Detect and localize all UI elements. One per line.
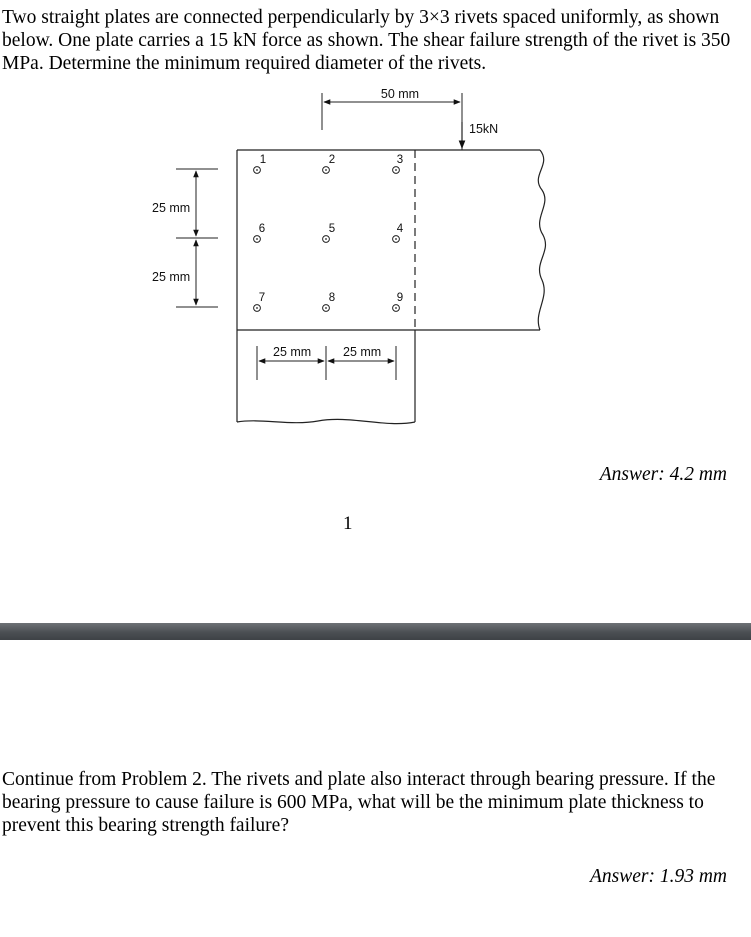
- page-number: 1: [343, 513, 353, 534]
- rivet-8: [323, 292, 336, 311]
- vertical-plate: [237, 150, 415, 424]
- top-dimension-label: 50 mm: [380, 87, 420, 101]
- rivet-label-5: 5: [328, 223, 336, 235]
- left-dimension-upper-label: 25 mm: [152, 201, 191, 215]
- rivet-label-9: 9: [396, 292, 404, 304]
- rivet-label-4: 4: [396, 223, 404, 235]
- rivet-6: [254, 223, 266, 242]
- top-dimension: [322, 93, 462, 150]
- horizontal-plate: [237, 150, 545, 330]
- rivet-3: [393, 154, 404, 173]
- rivet-4: [393, 223, 404, 242]
- rivet-label-6: 6: [258, 223, 266, 235]
- rivet-label-1: 1: [259, 154, 267, 166]
- rivet-2: [323, 154, 336, 173]
- left-dimension: [176, 169, 218, 307]
- rivet-label-3: 3: [396, 154, 404, 166]
- rivet-label-7: 7: [258, 292, 266, 304]
- rivet-5: [323, 223, 336, 242]
- bottom-dimension-left-label: 25 mm: [273, 345, 312, 359]
- rivet-9: [393, 292, 404, 311]
- problem-2-answer: Answer: 1.93 mm: [589, 866, 727, 887]
- rivet-label-2: 2: [328, 154, 336, 166]
- rivet-label-8: 8: [328, 292, 336, 304]
- left-dimension-lower-label: 25 mm: [152, 270, 191, 284]
- page-divider: [0, 623, 751, 640]
- problem-1-answer: Answer: 4.2 mm: [599, 464, 727, 485]
- problem-1-statement: Two straight plates are connected perpendicularly by 3×3 rivets spaced uniformly, as shown below. One plate carries a 15 kN force as shown. The shear failure strength of the rivet is 350 MPa. Determine the minimum required diameter of the rivets.: [2, 7, 731, 74]
- force-label: 15kN: [469, 122, 499, 136]
- problem-2-statement: Continue from Problem 2. The rivets and plate also interact through bearing pressure. If the bearing pressure to cause failure is 600 MPa, what will be the minimum plate thickness to prevent this bearing strength failure?: [2, 769, 716, 836]
- rivet-1: [254, 154, 267, 173]
- bottom-dimension-right-label: 25 mm: [343, 345, 382, 359]
- rivet-7: [254, 292, 266, 311]
